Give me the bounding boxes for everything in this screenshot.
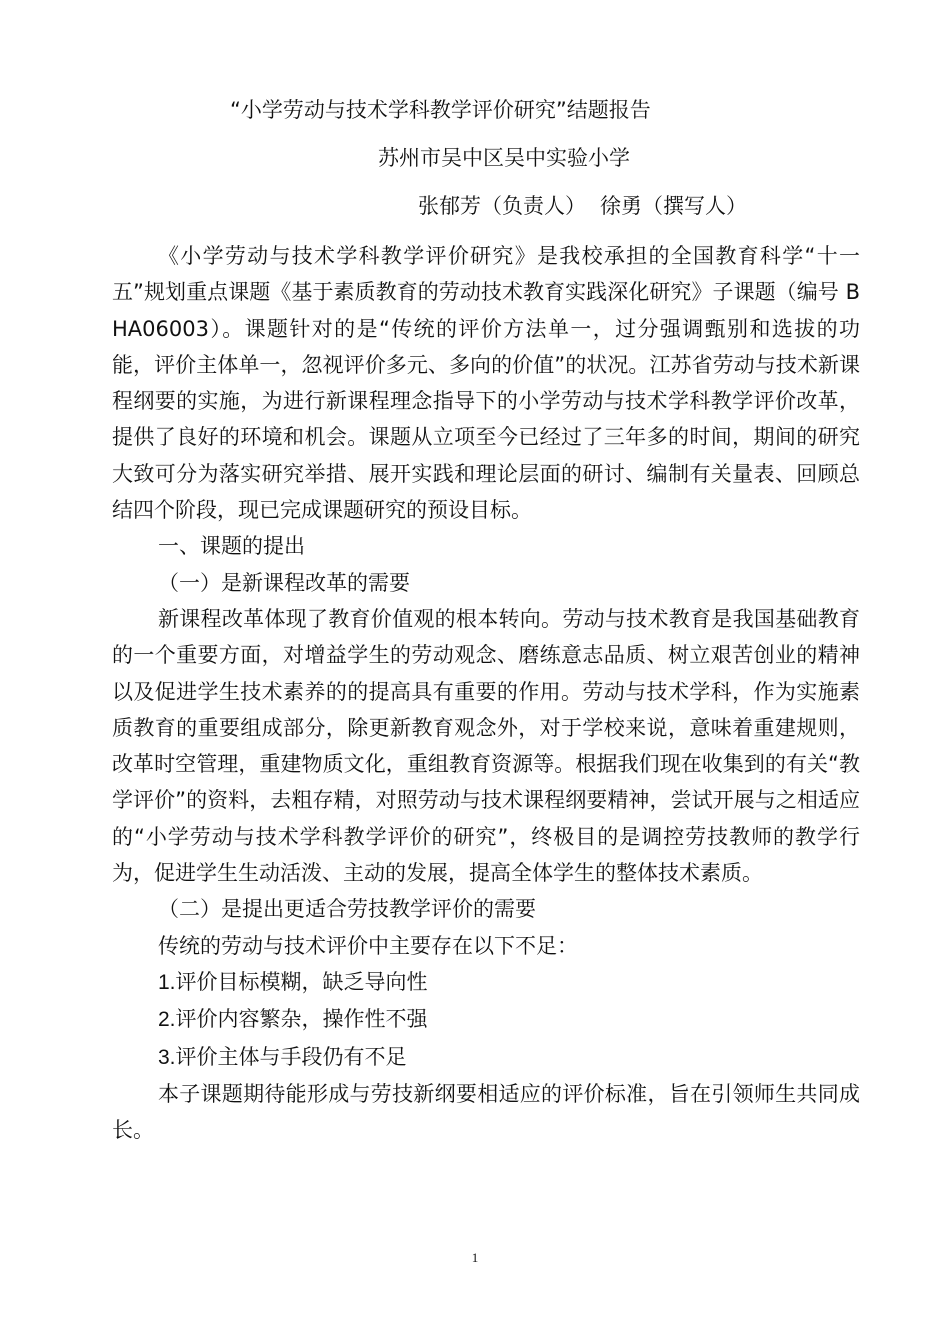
list-item bbox=[112, 964, 860, 1001]
school-name: 苏州市吴中区吴中实验小学 bbox=[378, 146, 630, 170]
list-item-text: 评价主体与手段仍有不足 bbox=[175, 1044, 407, 1069]
intro-paragraph: 《小学劳动与技术学科教学评价研究》是我校承担的全国教育科学“十一五”规划重点课题《基于素质教育的劳动技术教育实践深化研究》子课题（编号 BHA06003）。课题针对的是“传统的评价方法单一，过分强调甄别和选拔的功能，评价主体单一，忽视评价多元、多向的价值”的状况。江苏省劳动与技术新课程纲要的实施，为进行新课程理念指导下的小学劳动与技术学科教学评价改革，提供了良好的环境和机会。课题从立项至今已经过了三年多的时间，期间的研究大致可分为落实研究举措、展开实践和理论层面的研讨、编制有关量表、回顾总结四个阶段，现已完成课题研究的预设目标。 bbox=[112, 244, 860, 523]
author-line bbox=[418, 188, 747, 224]
author-writer: 徐勇（撰写人） bbox=[600, 194, 747, 218]
author-lead: 张郁芳（负责人） bbox=[418, 194, 586, 218]
sub2-lead-text: 传统的劳动与技术评价中主要存在以下不足： bbox=[158, 933, 578, 958]
report-title: “小学劳动与技术学科教学评价研究”结题报告 bbox=[230, 98, 651, 122]
list-item-number: 3. bbox=[158, 1045, 176, 1069]
list-item-number: 2. bbox=[158, 1008, 176, 1032]
document-body bbox=[112, 238, 860, 1148]
sub1-paragraph: 新课程改革体现了教育价值观的根本转向。劳动与技术教育是我国基础教育的一个重要方面，对增益学生的劳动观念、磨练意志品质、树立艰苦创业的精神以及促进学生技术素养的的提高具有重要的作用。劳动与技术学科，作为实施素质教育的重要组成部分，除更新教育观念外，对于学校来说，意味着重建规则，改革时空管理，重建物质文化，重组教育资源等。根据我们现在收集到的有关“教学评价”的资料，去粗存精，对照劳动与技术课程纲要精神，尝试开展与之相适应的“小学劳动与技术学科教学评价的研究”，终极目的是调控劳技教师的教学行为，促进学生生动活泼、主动的发展，提高全体学生的整体技术素质。 bbox=[112, 606, 860, 886]
page-number: 1 bbox=[471, 1250, 479, 1265]
section-heading-1: 一、课题的提出 bbox=[158, 534, 305, 559]
list-item-text: 评价内容繁杂，操作性不强 bbox=[175, 1007, 428, 1032]
list-item-text: 评价目标模糊，缺乏导向性 bbox=[175, 969, 428, 994]
closing-paragraph: 本子课题期待能形成与劳技新纲要相适应的评价标准，旨在引领师生共同成长。 bbox=[112, 1081, 860, 1143]
list-item-number: 1. bbox=[158, 970, 176, 994]
list-item bbox=[112, 1039, 860, 1076]
list-item bbox=[112, 1001, 860, 1038]
sub-heading-2: （二）是提出更适合劳技教学评价的需要 bbox=[158, 897, 536, 922]
sub-heading-1: （一）是新课程改革的需要 bbox=[158, 570, 410, 595]
